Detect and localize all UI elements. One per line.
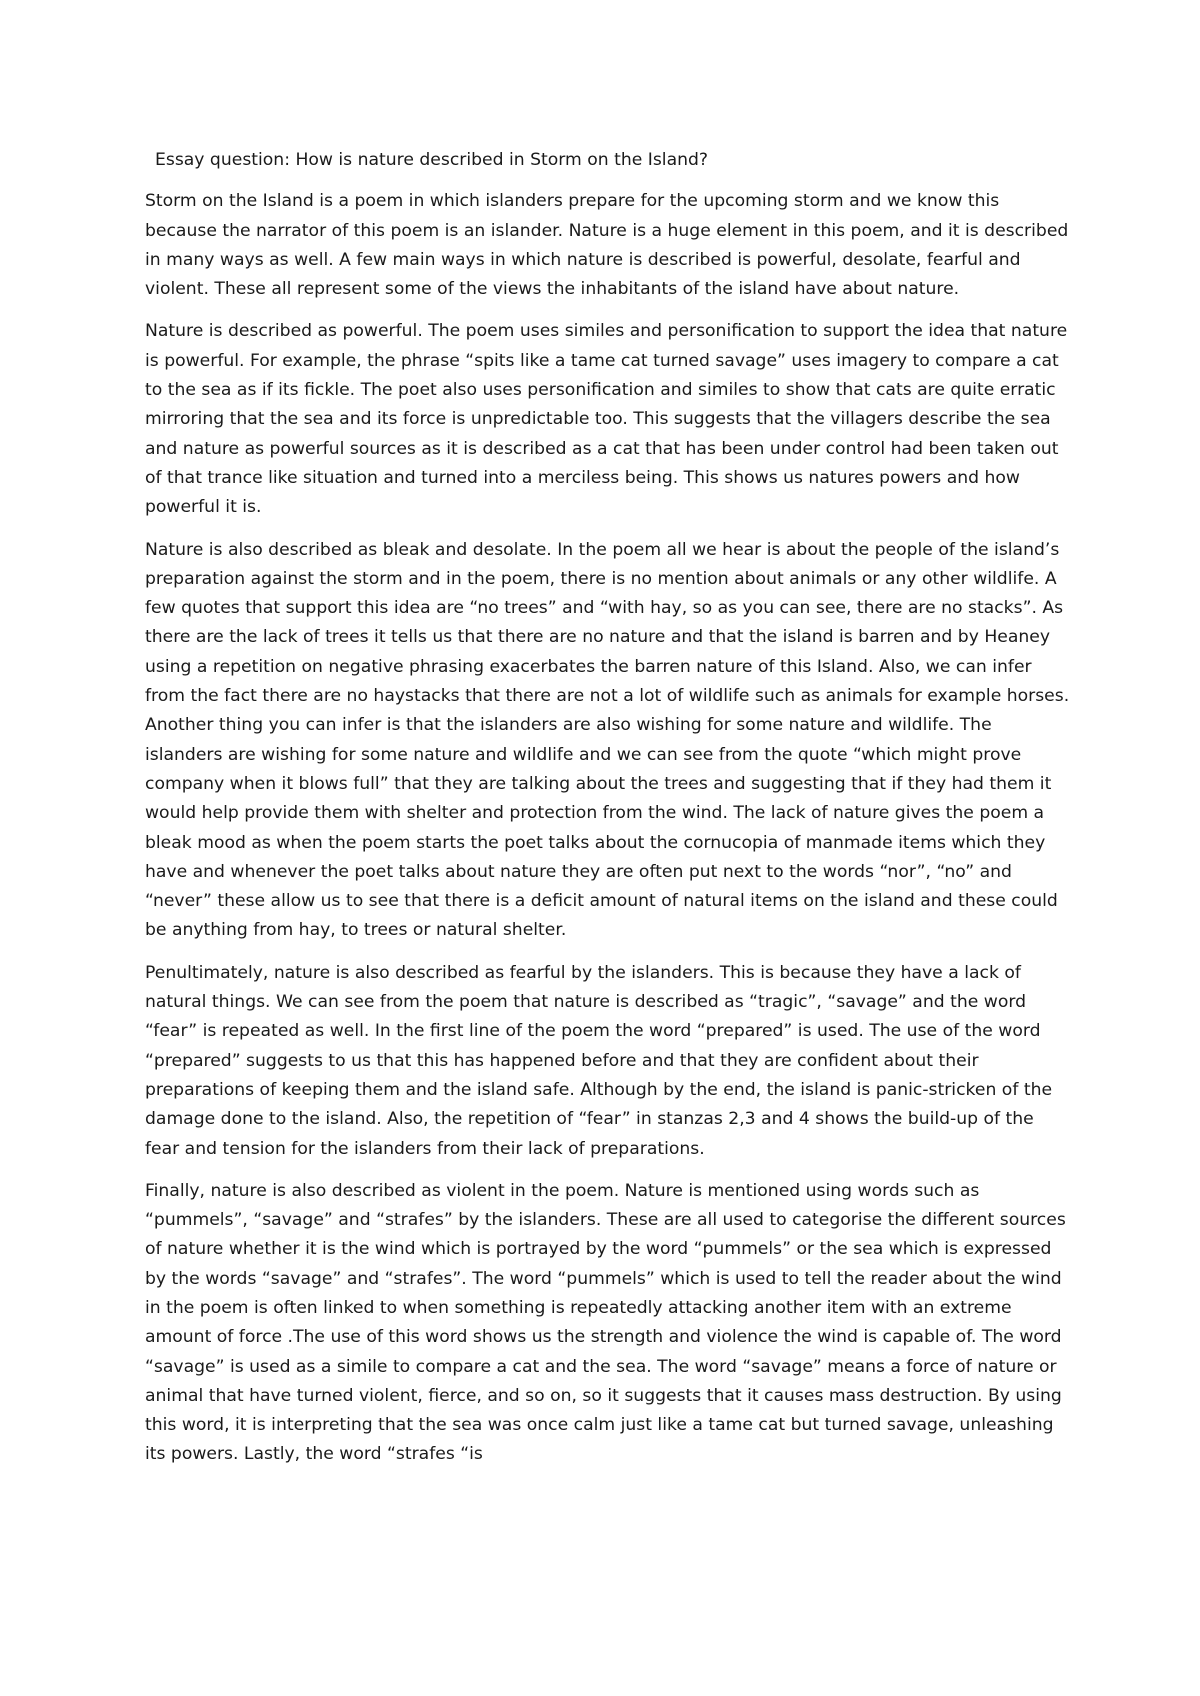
paragraph-introduction: Storm on the Island is a poem in which islanders prepare for the upcoming storm and we know this because the narrator of this poem is an islander. Nature is a huge element in this poem, and it is described in many ways as well. A few main ways in which nature is described is powerful, desolate, fearful and violent. These all represent some of the views the inhabitants of the island have about nature. bbox=[145, 191, 1069, 300]
essay-body bbox=[145, 146, 1070, 1483]
essay-question: Essay question: How is nature described in Storm on the Island? bbox=[155, 150, 709, 170]
paragraph-desolate: Nature is also described as bleak and desolate. In the poem all we hear is about the people of the island’s preparation against the storm and in the poem, there is no mention about animals or any other wildlife. A few quotes that support this idea are “no trees” and “with hay, so as you can see, there are no stacks”. As there are the lack of trees it tells us that there are no nature and that the island is barren and by Heaney using a repetition on negative phrasing exacerbates the barren nature of this Island. Also, we can infer from the fact there are no haystacks that there are not a lot of wildlife such as animals for example horses. Another thing you can infer is that the islanders are also wishing for some nature and wildlife. The islanders are wishing for some nature and wildlife and we can see from the quote “which might prove company when it blows full” that they are talking about the trees and suggesting that if they had them it would help provide them with shelter and protection from the wind. The lack of nature gives the poem a bleak mood as when the poem starts the poet talks about the cornucopia of manmade items which they have and whenever the poet talks about nature they are often put next to the words “nor”, “no” and “never” these allow us to see that there is a deficit amount of natural items on the island and these could be anything from hay, to trees or natural shelter. bbox=[145, 539, 1070, 941]
paragraph-violent: Finally, nature is also described as violent in the poem. Nature is mentioned using words such as “pummels”, “savage” and “strafes” by the islanders. These are all used to categorise the different sources of nature whether it is the wind which is portrayed by the word “pummels” or the sea which is expressed by the words “savage” and “strafes”. The word “pummels” which is used to tell the reader about the wind in the poem is often linked to when something is repeatedly attacking another item with an extreme amount of force .The use of this word shows us the strength and violence the wind is capable of. The word “savage” is used as a simile to compare a cat and the sea. The word “savage” means a force of nature or animal that have turned violent, fierce, and so on, so it suggests that it causes mass destruction. By using this word, it is interpreting that the sea was once calm just like a tame cat but turned savage, unleashing its powers. Lastly, the word “strafes “is bbox=[145, 1180, 1066, 1465]
paragraph-fearful: Penultimately, nature is also described as fearful by the islanders. This is because they have a lack of natural things. We can see from the poem that nature is described as “tragic”, “savage” and the word “fear” is repeated as well. In the first line of the poem the word “prepared” is used. The use of the word “prepared” suggests to us that this has happened before and that they are confident about their preparations of keeping them and the island safe. Although by the end, the island is panic-stricken of the damage done to the island. Also, the repetition of “fear” in stanzas 2,3 and 4 shows the build-up of the fear and tension for the islanders from their lack of preparations. bbox=[145, 962, 1053, 1159]
paragraph-powerful: Nature is described as powerful. The poem uses similes and personification to support the idea that nature is powerful. For example, the phrase “spits like a tame cat turned savage” uses imagery to compare a cat to the sea as if its fickle. The poet also uses personification and similes to show that cats are quite erratic mirroring that the sea and its force is unpredictable too. This suggests that the villagers describe the sea and nature as powerful sources as it is described as a cat that has been under control had been taken out of that trance like situation and turned into a merciless being. This shows us natures powers and how powerful it is. bbox=[145, 321, 1068, 518]
